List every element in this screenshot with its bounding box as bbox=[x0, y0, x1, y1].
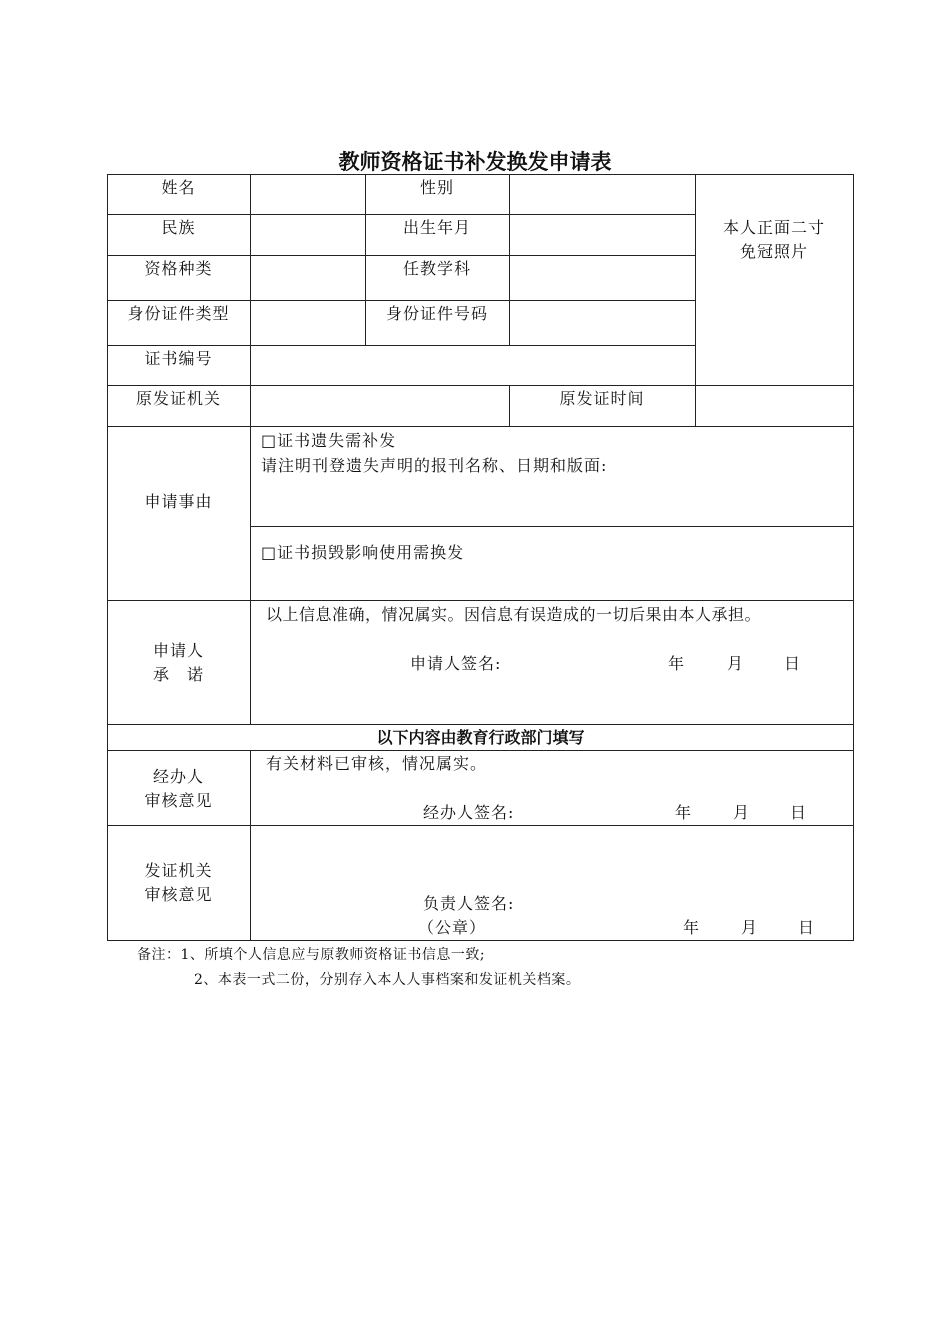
label-authority-opinion: 审核意见 bbox=[144, 885, 213, 904]
handler-signature-label: 经办人签名: bbox=[423, 803, 515, 822]
table-line bbox=[695, 174, 696, 427]
table-line bbox=[107, 724, 854, 725]
table-line bbox=[107, 214, 696, 215]
table-line bbox=[107, 255, 696, 256]
table-line bbox=[107, 750, 854, 751]
label-certificate-number: 证书编号 bbox=[144, 349, 213, 368]
authority-seal: （公章） bbox=[418, 918, 487, 937]
label-reason: 申请事由 bbox=[144, 492, 213, 511]
label-qualification-type: 资格种类 bbox=[144, 259, 213, 278]
label-id-type: 身份证件类型 bbox=[127, 304, 230, 323]
photo-text-line1: 本人正面二寸 bbox=[722, 218, 825, 237]
label-subject: 任教学科 bbox=[402, 259, 471, 278]
label-ethnicity: 民族 bbox=[161, 218, 196, 237]
authority-month: 月 bbox=[741, 918, 759, 937]
pledge-statement: 以上信息准确，情况属实。因信息有误造成的一切后果由本人承担。 bbox=[266, 605, 762, 624]
table-line bbox=[107, 174, 854, 175]
label-birth: 出生年月 bbox=[402, 218, 471, 237]
table-line bbox=[509, 174, 510, 346]
table-line bbox=[107, 426, 854, 427]
table-line bbox=[107, 600, 854, 601]
table-line bbox=[107, 385, 854, 386]
table-line bbox=[107, 174, 108, 941]
lost-note: 请注明刊登遗失声明的报刊名称、日期和版面: bbox=[261, 456, 608, 475]
label-handler-opinion: 审核意见 bbox=[144, 791, 213, 810]
table-line bbox=[107, 825, 854, 826]
pledge-day: 日 bbox=[784, 654, 802, 673]
table-line bbox=[250, 750, 251, 941]
checkbox-lost[interactable]: □证书遗失需补发 bbox=[261, 431, 397, 450]
section-header: 以下内容由教育行政部门填写 bbox=[376, 728, 585, 747]
handler-day: 日 bbox=[790, 803, 808, 822]
authority-day: 日 bbox=[798, 918, 816, 937]
label-id-number: 身份证件号码 bbox=[385, 304, 488, 323]
table-line bbox=[107, 300, 696, 301]
pledge-year: 年 bbox=[668, 654, 686, 673]
photo-text-line2: 免冠照片 bbox=[739, 242, 808, 261]
table-line bbox=[250, 526, 854, 527]
label-applicant: 申请人 bbox=[152, 641, 204, 660]
table-line bbox=[853, 174, 854, 941]
label-issue-time: 原发证时间 bbox=[559, 389, 645, 408]
label-authority: 发证机关 bbox=[144, 861, 213, 880]
handler-year: 年 bbox=[675, 803, 693, 822]
table-line bbox=[250, 174, 251, 725]
note-line-2: 2、本表一式二份，分别存入本人人事档案和发证机关档案。 bbox=[194, 972, 581, 988]
label-gender: 性别 bbox=[419, 178, 454, 197]
label-issuer: 原发证机关 bbox=[135, 389, 221, 408]
authority-signature-label: 负责人签名: bbox=[423, 894, 515, 913]
label-pledge: 承 诺 bbox=[152, 665, 204, 684]
applicant-signature-label: 申请人签名: bbox=[410, 654, 502, 673]
form-title: 教师资格证书补发换发申请表 bbox=[338, 150, 612, 174]
table-line bbox=[107, 940, 854, 941]
handler-month: 月 bbox=[733, 803, 751, 822]
pledge-month: 月 bbox=[727, 654, 745, 673]
checkbox-damaged[interactable]: □证书损毁影响使用需换发 bbox=[261, 543, 465, 562]
note-line-1: 备注：1、所填个人信息应与原教师资格证书信息一致; bbox=[137, 947, 486, 963]
table-line bbox=[107, 345, 696, 346]
authority-year: 年 bbox=[683, 918, 701, 937]
label-name: 姓名 bbox=[161, 178, 196, 197]
handler-statement: 有关材料已审核，情况属实。 bbox=[266, 754, 488, 773]
label-handler: 经办人 bbox=[152, 767, 204, 786]
